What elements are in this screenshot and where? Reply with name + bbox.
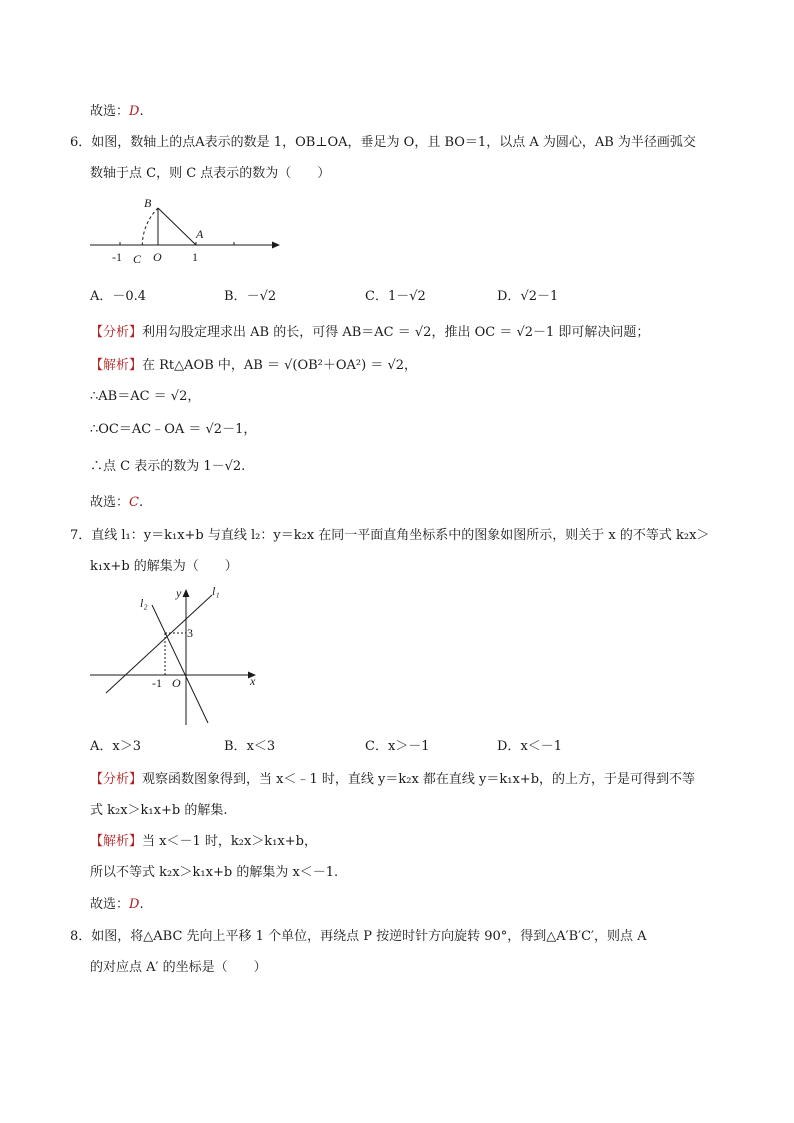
label-3: 3 <box>187 626 193 640</box>
q5-answer: D <box>129 104 140 119</box>
q6-option-b[interactable]: B．－√2 <box>224 289 277 304</box>
label-minus1: -1 <box>152 676 162 690</box>
q6-number-line-figure <box>88 193 288 268</box>
q7-analysis-line1: 【分析】观察函数图象得到，当 x＜﹣1 时，直线 y＝k₂x 都在直线 y＝k₁x+b，的上方，于是可得到不等 <box>90 772 696 787</box>
arc-AC <box>142 208 158 245</box>
q7-option-b[interactable]: B．x＜3 <box>224 739 276 754</box>
q6-step1: ∴AB＝AC ＝ √2， <box>90 389 201 404</box>
solution-tag: 【解析】 <box>90 358 143 373</box>
q6-stem-line1: 6．如图，数轴上的点A表示的数是 1，OB⊥OA，垂足为 O，且 BO＝1，以点 A 为圆心，AB 为半径画弧交 <box>70 135 696 150</box>
q7-option-c[interactable]: C．x＞－1 <box>365 739 430 754</box>
q5-answer-line: 故选：D. <box>90 104 144 119</box>
segment-AB <box>158 208 196 245</box>
solution-tag: 【解析】 <box>90 834 143 849</box>
q7-option-d[interactable]: D．x＜－1 <box>497 739 563 754</box>
q7-step1: 所以不等式 k₂x＞k₁x+b 的解集为 x＜－1. <box>90 865 339 880</box>
q6-step2: ∴OC＝AC﹣OA ＝ √2－1， <box>90 422 257 437</box>
q6-step3: ∴点 C 表示的数为 1－√2. <box>90 459 246 474</box>
q7-answer: D <box>129 897 140 912</box>
q7-coordinate-figure <box>88 585 268 730</box>
q7-stem-line2: k₁x+b 的解集为（ ） <box>90 559 238 574</box>
label-1: 1 <box>192 250 198 264</box>
q6-solution: 【解析】在 Rt△AOB 中，AB ＝ √(OB²＋OA²) ＝ √2， <box>90 358 418 373</box>
analysis-tag: 【分析】 <box>90 325 143 340</box>
q6-analysis: 【分析】利用勾股定理求出 AB 的长，可得 AB＝AC ＝ √2，推出 OC ＝ √2－1 即可解决问题； <box>90 325 650 340</box>
y-axis-arrow <box>183 589 190 597</box>
q7-solution: 【解析】当 x＜－1 时，k₂x＞k₁x+b， <box>90 834 317 849</box>
label-A: A <box>196 227 204 241</box>
label-minus1: -1 <box>112 250 122 264</box>
q8-stem-line2: 的对应点 A′ 的坐标是（ ） <box>90 960 267 975</box>
q6-answer-line: 故选：C. <box>90 495 144 510</box>
label-O: O <box>153 250 162 264</box>
line-l2 <box>152 605 208 723</box>
label-l1: l₁ <box>212 584 220 598</box>
label-x: x <box>250 674 256 688</box>
label-C: C <box>133 252 142 266</box>
q7-option-a[interactable]: A．x＞3 <box>90 739 141 754</box>
q7-analysis-line2: 式 k₂x＞k₁x+b 的解集. <box>90 803 228 818</box>
q6-option-a[interactable]: A．－0.4 <box>90 289 147 304</box>
label-y: y <box>176 586 182 600</box>
q6-answer: C <box>129 495 139 510</box>
axis-arrow <box>272 242 280 249</box>
q6-option-d[interactable]: D．√2－1 <box>497 289 559 304</box>
q6-option-c[interactable]: C．1－√2 <box>365 289 426 304</box>
analysis-tag: 【分析】 <box>90 772 143 787</box>
q7-answer-line: 故选：D. <box>90 897 144 912</box>
label-O: O <box>172 676 181 690</box>
label-B: B <box>144 196 152 210</box>
q6-stem-line2: 数轴于点 C，则 C 点表示的数为（ ） <box>90 166 331 181</box>
q7-stem-line1: 7．直线 l₁：y＝k₁x+b 与直线 l₂：y＝k₂x 在同一平面直角坐标系中的图象如图所示，则关于 x 的不等式 k₂x＞ <box>70 528 710 543</box>
label-l2: l₂ <box>140 596 148 610</box>
q8-stem-line1: 8．如图，将△ABC 先向上平移 1 个单位，再绕点 P 按逆时针方向旋转 90°，得到△A′B′C′，则点 A <box>70 929 647 944</box>
